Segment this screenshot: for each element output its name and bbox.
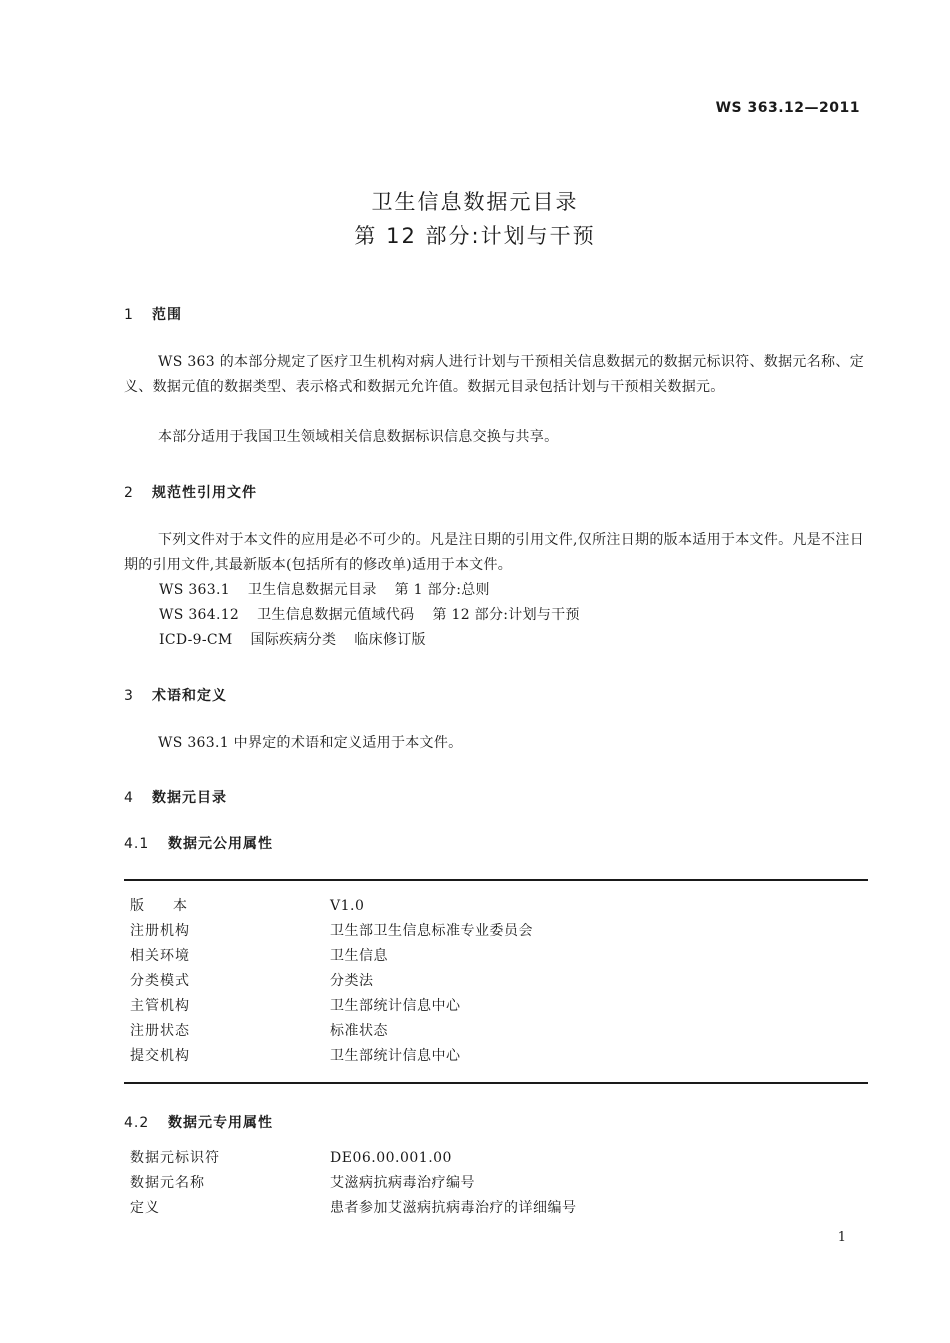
common-attributes-table [130, 894, 533, 1069]
attribute-value: V1.0 [330, 898, 365, 914]
section-1-heading [124, 304, 182, 324]
normative-reference [159, 604, 580, 624]
reference-code: ICD-9-CM [159, 632, 233, 648]
attribute-value: 卫生部统计信息中心 [330, 1048, 461, 1064]
attribute-key: 数据元标识符 [130, 1150, 220, 1166]
table-row [130, 894, 533, 919]
table-row [130, 969, 533, 994]
section-3-heading [124, 685, 227, 705]
reference-part: 第 1 部分:总则 [394, 582, 490, 598]
specific-attributes-table [130, 1146, 577, 1221]
section-title: 范围 [152, 307, 182, 323]
attribute-key: 数据元名称 [130, 1175, 205, 1191]
section-title: 数据元公用属性 [168, 836, 273, 852]
section-4-heading [124, 787, 227, 807]
reference-code: WS 363.1 [159, 582, 230, 598]
table-row [130, 1196, 577, 1221]
section-1-paragraph-1: WS 363 的本部分规定了医疗卫生机构对病人进行计划与干预相关信息数据元的数据元标识符、数据元名称、定义、数据元值的数据类型、表示格式和数据元允许值。数据元目录包括计划与干预相关数据元。 [124, 354, 864, 395]
normative-reference [159, 629, 426, 649]
attribute-value: 卫生信息 [330, 948, 388, 964]
section-number: 1 [124, 307, 134, 323]
section-number: 2 [124, 485, 134, 501]
table-row [130, 1044, 533, 1069]
section-number: 4 [124, 790, 134, 806]
section-title: 数据元目录 [152, 790, 227, 806]
section-number: 4.1 [124, 836, 150, 852]
attribute-value: DE06.00.001.00 [330, 1150, 452, 1166]
attribute-value: 卫生部卫生信息标准专业委员会 [330, 923, 533, 939]
attribute-value: 分类法 [330, 973, 374, 989]
attribute-key: 注册机构 [130, 923, 190, 939]
section-title: 规范性引用文件 [152, 485, 257, 501]
reference-title: 卫生信息数据元目录 [247, 582, 377, 598]
table-top-rule [124, 879, 868, 881]
reference-code: WS 364.12 [159, 607, 240, 623]
table-row [130, 1019, 533, 1044]
section-2-paragraph: 下列文件对于本文件的应用是必不可少的。凡是注日期的引用文件,仅所注日期的版本适用于本文件。凡是不注日期的引用文件,其最新版本(包括所有的修改单)适用于本文件。 [124, 532, 864, 573]
section-3-paragraph: WS 363.1 中界定的术语和定义适用于本文件。 [158, 735, 463, 751]
attribute-key: 注册状态 [130, 1023, 190, 1039]
attribute-key: 定义 [130, 1200, 160, 1216]
reference-title: 国际疾病分类 [250, 632, 337, 648]
attribute-value: 卫生部统计信息中心 [330, 998, 461, 1014]
table-row [130, 919, 533, 944]
attribute-key: 相关环境 [130, 948, 190, 964]
reference-part: 临床修订版 [354, 632, 426, 648]
attribute-key: 主管机构 [130, 998, 190, 1014]
attribute-key: 版本 [130, 898, 216, 914]
attribute-value: 艾滋病抗病毒治疗编号 [330, 1175, 475, 1191]
attribute-value: 患者参加艾滋病抗病毒治疗的详细编号 [330, 1200, 577, 1216]
table-row [130, 944, 533, 969]
section-4-2-heading [124, 1112, 273, 1132]
section-number: 3 [124, 688, 134, 704]
table-row [130, 1171, 577, 1196]
section-4-1-heading [124, 833, 273, 853]
reference-title: 卫生信息数据元值域代码 [257, 607, 415, 623]
table-row [130, 1146, 577, 1171]
attribute-value: 标准状态 [330, 1023, 388, 1039]
reference-part: 第 12 部分:计划与干预 [432, 607, 580, 623]
standard-number: WS 363.12—2011 [715, 100, 860, 116]
document-subtitle: 第 12 部分:计划与干预 [354, 224, 596, 248]
attribute-key: 分类模式 [130, 973, 190, 989]
section-number: 4.2 [124, 1115, 150, 1131]
table-bottom-rule [124, 1082, 868, 1084]
section-title: 术语和定义 [152, 688, 227, 704]
section-title: 数据元专用属性 [168, 1115, 273, 1131]
normative-reference [159, 579, 490, 599]
page-number: 1 [837, 1230, 846, 1245]
table-row [130, 994, 533, 1019]
document-title: 卫生信息数据元目录 [371, 190, 579, 214]
attribute-key: 提交机构 [130, 1048, 190, 1064]
section-2-heading [124, 482, 257, 502]
section-1-paragraph-2: 本部分适用于我国卫生领域相关信息数据标识信息交换与共享。 [158, 429, 559, 445]
